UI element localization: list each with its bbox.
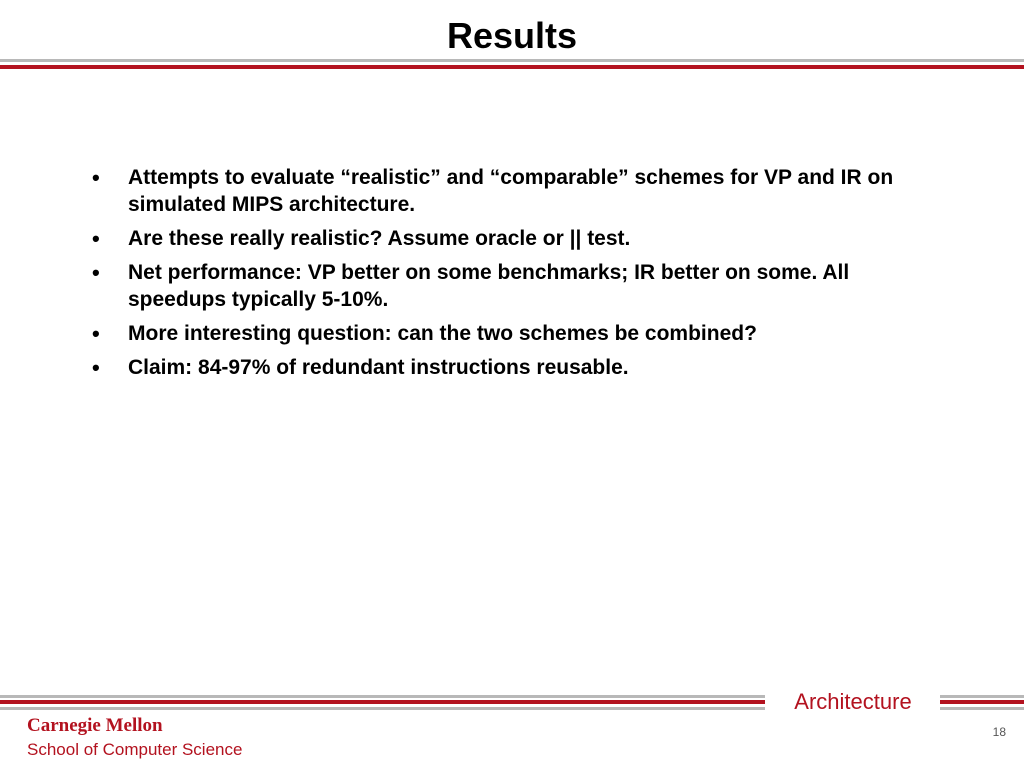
university-name: Carnegie Mellon [27,715,163,736]
bullet-item [92,259,952,313]
title-rule-red [0,65,1024,69]
bullet-item [92,320,952,347]
title-rule-grey [0,59,1024,62]
footer-rule-red [0,700,765,704]
bullet-item [92,354,952,381]
bullet-icon: • [92,226,100,251]
bullet-icon: • [92,355,100,380]
footer-rule-right-red [940,700,1024,704]
bullet-text: More interesting question: can the two schemes be combined? [128,322,757,345]
bullet-text: Claim: 84-97% of redundant instructions reusable. [128,356,629,379]
bullet-list [92,164,952,388]
slide-title: Results [446,15,578,56]
page-number: 18 [992,725,1006,739]
school-name: School of Computer Science [27,740,243,759]
bullet-icon: • [92,321,100,346]
footer-rule-grey-top [0,695,765,698]
section-label: Architecture [794,689,912,714]
bullet-item [92,225,952,252]
bullet-icon: • [92,260,100,285]
bullet-text: Attempts to evaluate “realistic” and “comparable” schemes for VP and IR on simulated MIPS architecture. [128,166,894,216]
bullet-icon: • [92,165,100,190]
bullet-text: Are these really realistic? Assume oracle or || test. [128,227,631,250]
footer-rule-right-grey-bottom [940,707,1024,710]
bullet-text: Net performance: VP better on some benchmarks; IR better on some. All speedups typically 5-10%. [128,261,850,311]
bullet-item [92,164,952,218]
footer-rule-grey-bottom [0,707,765,710]
footer-rule-right-grey-top [940,695,1024,698]
